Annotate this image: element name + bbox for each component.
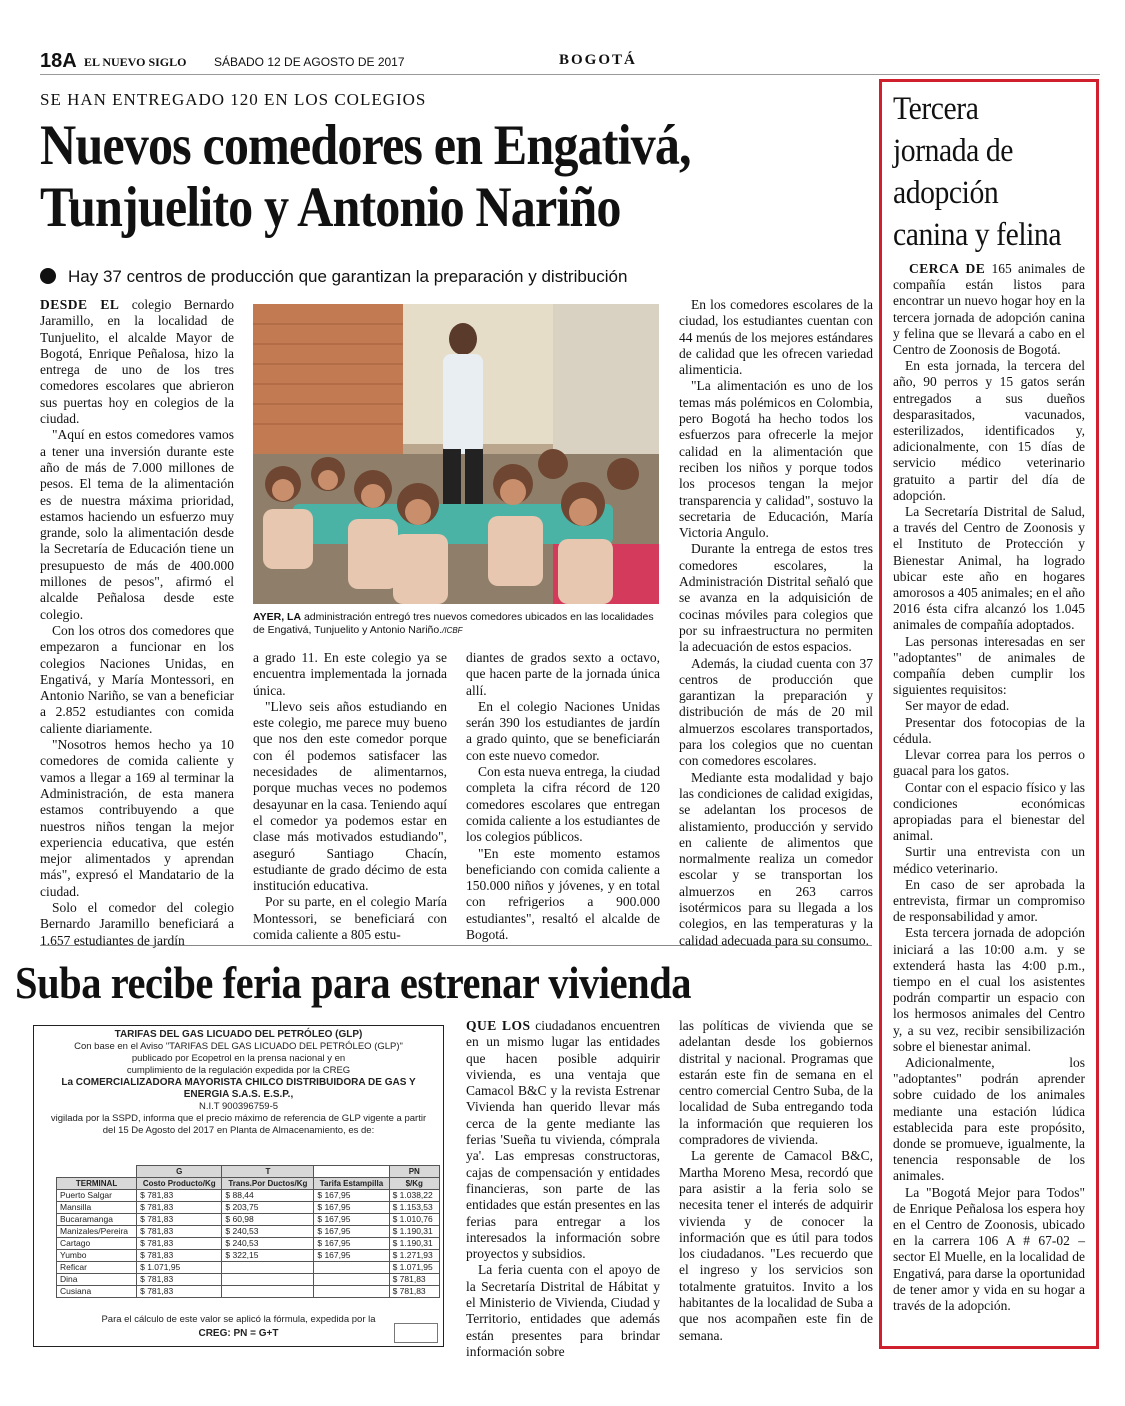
table-cell: $ 1.010,76 <box>389 1214 439 1226</box>
table-cell: $ 60,98 <box>222 1214 314 1226</box>
table-cell: $ 1.271,93 <box>389 1250 439 1262</box>
headline-line-1: Nuevos comedores en Engativá, <box>40 114 691 177</box>
table-row <box>57 1214 440 1226</box>
paragraph: La Secretaría Distrital de Salud, a través del Centro de Zoonosis y el Instituto de Protección y Bienestar Animal, ha logrado ubicar este año en hogares amorosos a 405 animales; en el año 2016 ésta cifra alcanzó los 1.045 animales de compañía adoptados. <box>893 504 1085 633</box>
paragraph: Esta tercera jornada de adopción iniciará a las 10:00 a.m. y se extenderá hasta las 4:00 p.m., tiempo en el cual los asistentes podrán compartir un espacio con los hermosos animales del Centro y, a su vez, recibir sensibilización sobre el bienestar animal. <box>893 925 1085 1054</box>
issue-date: SÁBADO 12 DE AGOSTO DE 2017 <box>214 55 405 69</box>
paragraph: Mediante esta modalidad y bajo las condiciones de calidad exigidas, se adelantan los procesos de alistamiento, producción y servido en caliente de alimentos que normalmente realiza un comedor escolar y se transportan los almuerzos en 263 carros isotérmicos para su llegada a los colegios, en las temperaturas y la calidad adecuada para su consumo. <box>679 769 873 948</box>
glp-formula-note: Para el cálculo de este valor se aplicó la fórmula, expedida por la <box>101 1314 376 1325</box>
table-group-header-row: G T PN <box>57 1166 440 1178</box>
paragraph: las políticas de vivienda que se adelantan desde los gobiernos distrital y nacional. Programas que estarán este fin de semana en el centro comercial Centro Suba, de la localidad de Suba entregando toda la información que requieren los compradores de vivienda. <box>679 1018 873 1148</box>
table-cell: $ 781,83 <box>137 1226 222 1238</box>
paragraph: Contar con el espacio físico y las condiciones económicas apropiadas para el bienestar del animal. <box>893 779 1085 844</box>
table-cell: $ 781,83 <box>137 1214 222 1226</box>
table-cell: $ 781,83 <box>137 1202 222 1214</box>
table-cell: $ 203,75 <box>222 1202 314 1214</box>
article-column-3 <box>466 650 660 943</box>
paragraph: Además, la ciudad cuenta con 37 centros de producción que garantizan la preparación y distribución de más de 20 mil almuerzos escolares transportados, para los colegios que no cuentan con comedores escolares. <box>679 655 873 769</box>
glp-tariff-table <box>56 1165 440 1298</box>
table-cell: $ 1.153,53 <box>389 1202 439 1214</box>
article-column-4 <box>679 297 873 949</box>
table-cell: $ 781,83 <box>389 1274 439 1286</box>
table-cell: $ 167,95 <box>314 1226 389 1238</box>
table-cell: $ 781,83 <box>137 1190 222 1202</box>
table-cell <box>314 1262 389 1274</box>
article-kicker: SE HAN ENTREGADO 120 EN LOS COLEGIOS <box>40 90 427 109</box>
headline-line-2: Tunjuelito y Antonio Nariño <box>40 176 621 239</box>
photo-caption: AYER, LA administración entregó tres nuevos comedores ubicados en las localidades de Engativá, Tunjuelito y Antonio Nariño./ICBF <box>253 611 654 636</box>
paragraph: Surtir una entrevista con un médico veterinario. <box>893 844 1085 876</box>
table-cell: $ 781,83 <box>137 1286 222 1298</box>
paragraph: Por su parte, en el colegio María Montessori, se beneficiará con comida caliente a 805 estu- <box>253 894 447 943</box>
paragraph: CERCA DE 165 animales de compañía están listos para encontrar un nuevo hogar hoy en la tercera jornada de adopción canina y felina que se llevará a cabo en el Centro de Zoonosis de Bogotá. <box>893 261 1085 358</box>
table-cell: Dina <box>57 1274 137 1286</box>
table-cell: $ 240,53 <box>222 1226 314 1238</box>
table-cell: $ 781,83 <box>137 1274 222 1286</box>
bullet-icon <box>40 268 56 284</box>
table-cell <box>314 1274 389 1286</box>
paragraph: "La alimentación es uno de los temas más polémicos en Colombia, pero Bogotá ha hecho todos los esfuerzos para ofrecerle la mejor calidad en la alimentación que reciben los niños y porque todos los procesos tengan la mejor transparencia y calidad", sostuvo la secretaria de Educación, María Victoria Angulo. <box>679 378 873 541</box>
table-cell: $ 781,83 <box>137 1250 222 1262</box>
table-cell <box>314 1286 389 1298</box>
table-cell: Mansilla <box>57 1202 137 1214</box>
table-cell: $ 781,83 <box>137 1238 222 1250</box>
paragraph: La feria cuenta con el apoyo de la Secretaría Distrital de Hábitat y el Ministerio de Vivienda, Ciudad y Territorio, entidades que además están presentes para brindar información sobre <box>466 1262 660 1359</box>
table-cell: $ 1.038,22 <box>389 1190 439 1202</box>
stamp-logo <box>394 1323 438 1343</box>
paragraph: La gerente de Camacol B&C, Martha Moreno Mesa, recordó que para asistir a la feria solo se necesita tener el interés de adquirir vivienda y de conocer la información que es útil para todos los ciudadanos. "Les recuerdo que el ingreso y los servicios son totalmente gratuitos. Invito a los habitantes de la localidad de Suba a que nos acompañen este fin de semana. <box>679 1148 873 1343</box>
article-photo <box>253 304 659 604</box>
paragraph: QUE LOS ciudadanos encuentren en un mismo lugar las entidades que hacen posible adquirir vivienda, es una ventaja que Camacol B&C y la revista Estrenar Vivienda han querido llevar más cerca de la gente mediante las ferias 'Sueña tu vivienda, cómprala ya'. Las empresas constructoras, cajas de compensación y entidades financieras, son parte de las entidades que están presentes en las ferias para entregar a los interesados la información sobre proyectos y subsidios. <box>466 1018 660 1262</box>
paragraph: Ser mayor de edad. <box>905 698 1010 714</box>
table-cell: Reficar <box>57 1262 137 1274</box>
glp-formula: CREG: PN = G+T <box>198 1328 279 1339</box>
suba-headline: Suba recibe feria para estrenar vivienda <box>15 958 692 1008</box>
table-cell <box>222 1262 314 1274</box>
table-cell: $ 781,83 <box>389 1286 439 1298</box>
paragraph: "En este momento estamos beneficiando con comida caliente a 150.000 niños y jóvenes, y en total con refrigerios a 900.000 estudiantes", resaltó el alcalde de Bogotá. <box>466 845 660 943</box>
table-cell <box>222 1286 314 1298</box>
newspaper-name: EL NUEVO SIGLO <box>84 55 187 69</box>
table-row <box>57 1250 440 1262</box>
table-cell: $ 1.190,31 <box>389 1238 439 1250</box>
paragraph: La "Bogotá Mejor para Todos" de Enrique Peñalosa los espera hoy en el Centro de Zoonosis, ubicado en la carrera 106 A # 67-02 – sector El Muelle, en la localidad de Engativá, para darse la oportunidad de tener amor y vida en su hogar a través de la adopción. <box>893 1184 1085 1313</box>
table-cell: $ 322,15 <box>222 1250 314 1262</box>
article-subhead <box>40 267 870 287</box>
paragraph: "Llevo seis años estudiando en este colegio, me parece muy bueno que nos den este comedor porque con él podemos satisfacer las necesidades de alimentarnos, porque muchas veces no podemos desayunar en la casa. Teniendo aquí el comedor ya podemos estar en clase más motivados estudiando", aseguró Santiago Chacín, estudiante de grado décimo de esta institución educativa. <box>253 698 447 894</box>
paragraph: En esta jornada, la tercera del año, 90 perros y 15 gatos serán entregados a sus dueños desparasitados, vacunados, esterilizados, identificados y, adicionalmente, con 15 días de servicio médico veterinario gratuito a partir del día de adopción. <box>893 358 1085 503</box>
table-cell: Cusiana <box>57 1286 137 1298</box>
sidebar-body <box>893 261 1085 1314</box>
paragraph: En los comedores escolares de la ciudad, los estudiantes cuentan con 44 menús de los mejores estándares de calidad que les ofrecen variedad alimenticia. <box>679 297 873 378</box>
table-row <box>57 1274 440 1286</box>
paragraph: Con esta nueva entrega, la ciudad completa la cifra récord de 120 comedores escolares que entregan comida caliente a los estudiantes de los colegios públicos. <box>466 764 660 845</box>
paragraph: Solo el comedor del colegio Bernardo Jaramillo beneficiará a 1.657 estudiantes de jardín <box>40 899 234 948</box>
table-cell <box>222 1274 314 1286</box>
table-row <box>57 1202 440 1214</box>
paragraph: "Nosotros hemos hecho ya 10 comedores de comida caliente y vamos a llegar a 169 al terminar la Administración, de esta manera estamos contribuyendo a que nuestros niños tengan la mejor experiencia educativa, que estén mejor alimentados y aprendan más", expresó el Mandatario de la ciudad. <box>40 737 234 899</box>
table-cell: $ 88,44 <box>222 1190 314 1202</box>
table-row <box>57 1286 440 1298</box>
page-header <box>40 50 1100 75</box>
sidebar-headline: Tercera jornada de adopción canina y felina <box>893 91 1062 253</box>
paragraph: Las personas interesadas en ser "adoptantes" de animales de compañía deben cumplir los siguientes requisitos: <box>893 633 1085 698</box>
paragraph: diantes de grados sexto a octavo, que hacen parte de la jornada única allí. <box>466 650 660 698</box>
glp-title: TARIFAS DEL GAS LICUADO DEL PETRÓLEO (GLP) <box>114 1029 363 1040</box>
article-column-1 <box>40 297 234 949</box>
paragraph: a grado 11. En este colegio ya se encuentra implementada la jornada única. <box>253 650 447 698</box>
page-number: 18A <box>40 50 77 72</box>
paragraph: Llevar correa para los perros o guacal para los gatos. <box>893 747 1085 779</box>
paragraph: Adicionalmente, los "adoptantes" podrán aprender sobre cuidado de los animales mediante una estación lúdica establecida para este propósito, donde se promueve, igualmente, la tenencia responsable de los animales. <box>893 1054 1085 1184</box>
table-cell: $ 167,95 <box>314 1214 389 1226</box>
table-cell: Cartago <box>57 1238 137 1250</box>
paragraph: En el colegio Naciones Unidas serán 390 los estudiantes de jardín a grado quinto, que se beneficiarán con este nuevo comedor. <box>466 698 660 763</box>
table-row <box>57 1226 440 1238</box>
table-cell: Manizales/Pereira <box>57 1226 137 1238</box>
article-column-2 <box>253 650 447 943</box>
table-row <box>57 1190 440 1202</box>
table-row <box>57 1262 440 1274</box>
paragraph: Con los otros dos comedores que empezaron a funcionar en los colegios Naciones Unidas, en Engativá, y María Montessori, en Antonio Nariño, se van a beneficiar a 2.852 estudiantes con comida caliente diariamente. <box>40 622 234 736</box>
suba-column-2 <box>679 1018 873 1344</box>
table-cell: $ 1.190,31 <box>389 1226 439 1238</box>
table-cell: $ 167,95 <box>314 1238 389 1250</box>
table-header-row: TERMINAL Costo Producto/Kg Trans.Por Ductos/Kg Tarifa Estampilla $/Kg <box>57 1178 440 1190</box>
table-cell: $ 240,53 <box>222 1238 314 1250</box>
suba-column-1 <box>466 1018 660 1360</box>
paragraph: DESDE EL colegio Bernardo Jaramillo, en la localidad de Tunjuelito, el alcalde Mayor de Bogotá, Enrique Peñalosa, hizo la entrega de uno de los tres comedores escolares que abrieron sus puertas hoy en colegios de la ciudad. <box>40 297 234 427</box>
paragraph: En caso de ser aprobada la entrevista, firmar un compromiso de responsabilidad y amor. <box>893 876 1085 925</box>
article-headline <box>40 115 770 239</box>
paragraph: Durante la entrega de estos tres comedores escolares, la Administración Distrital señaló que se avanza en la adquisición de cocinas móviles para colegios que por su infraestructura no permiten la adecuación de estos espacios. <box>679 541 873 655</box>
table-cell: Bucaramanga <box>57 1214 137 1226</box>
paragraph: Presentar dos fotocopias de la cédula. <box>893 714 1085 746</box>
table-row <box>57 1238 440 1250</box>
photo-credit: /ICBF <box>442 626 463 635</box>
table-cell: $ 167,95 <box>314 1250 389 1262</box>
table-cell: Yumbo <box>57 1250 137 1262</box>
table-cell: $ 167,95 <box>314 1190 389 1202</box>
section-name: BOGOTÁ <box>559 52 637 68</box>
table-cell: Puerto Salgar <box>57 1190 137 1202</box>
paragraph: "Aquí en estos comedores vamos a tener una inversión durante este año de más de 7.000 millones de pesos. El tema de la alimentación es de nuestra máxima prioridad, estamos haciendo un esfuerzo muy grande, solo la alimentación desde la Secretaría de Educación tiene un presupuesto de más de 400.000 millones de pesos", afirmó el alcalde Peñalosa desde este colegio. <box>40 427 234 622</box>
glp-tariff-notice: TARIFAS DEL GAS LICUADO DEL PETRÓLEO (GLP) Con base en el Aviso "TARIFAS DEL GAS LICUADO DEL PETRÓLEO (GLP)" publicado por Ecopetrol en la prensa nacional y en cumplimiento de la regulación expedida por la CREG La COMERCIALIZADORA MAYORISTA CHILCO DISTRIBUIDORA DE GAS Y ENERGIA S.A.S. E.S.P., N.I.T 900396759-5 vigilada por la SSPD, informa que el precio máximo de referencia de GLP vigente a partir del 15 De Agosto del 2017 en Planta de Almacenamiento, es de: G T PN TERMINAL Costo Producto/Kg Trans.Por Ductos/Kg Tarifa Estampilla $/Kg Puerto Salgar $ 781,83 $ 88,44 $ 167,95 $ 1.038,22 Mansilla $ 781,83 $ 203,75 $ 167,95 $ 1.153,53 Bucaramanga $ 781,83 $ 60,98 $ 167,95 $ 1.010,76 Manizales/Pereira $ 781,83 $ 240,53 $ 167,95 $ 1.190,31 Cartago $ 781,83 $ 240,53 $ 167,95 $ 1.190,31 Yumbo $ 781,83 $ 322,15 $ 167,95 $ 1.271,93 Reficar $ 1.071,95 $ 1.071,95 Dina $ 781,83 $ 781,83 Cusiana $ 781,83 $ 781,83 Para el cálculo de este valor se aplicó la fórmula, expedida por la CREG: PN = G+T <box>33 1025 444 1347</box>
table-cell: $ 1.071,95 <box>137 1262 222 1274</box>
table-cell: $ 1.071,95 <box>389 1262 439 1274</box>
section-divider <box>40 945 872 946</box>
subhead-text: Hay 37 centros de producción que garantizan la preparación y distribución <box>68 267 628 286</box>
table-cell: $ 167,95 <box>314 1202 389 1214</box>
